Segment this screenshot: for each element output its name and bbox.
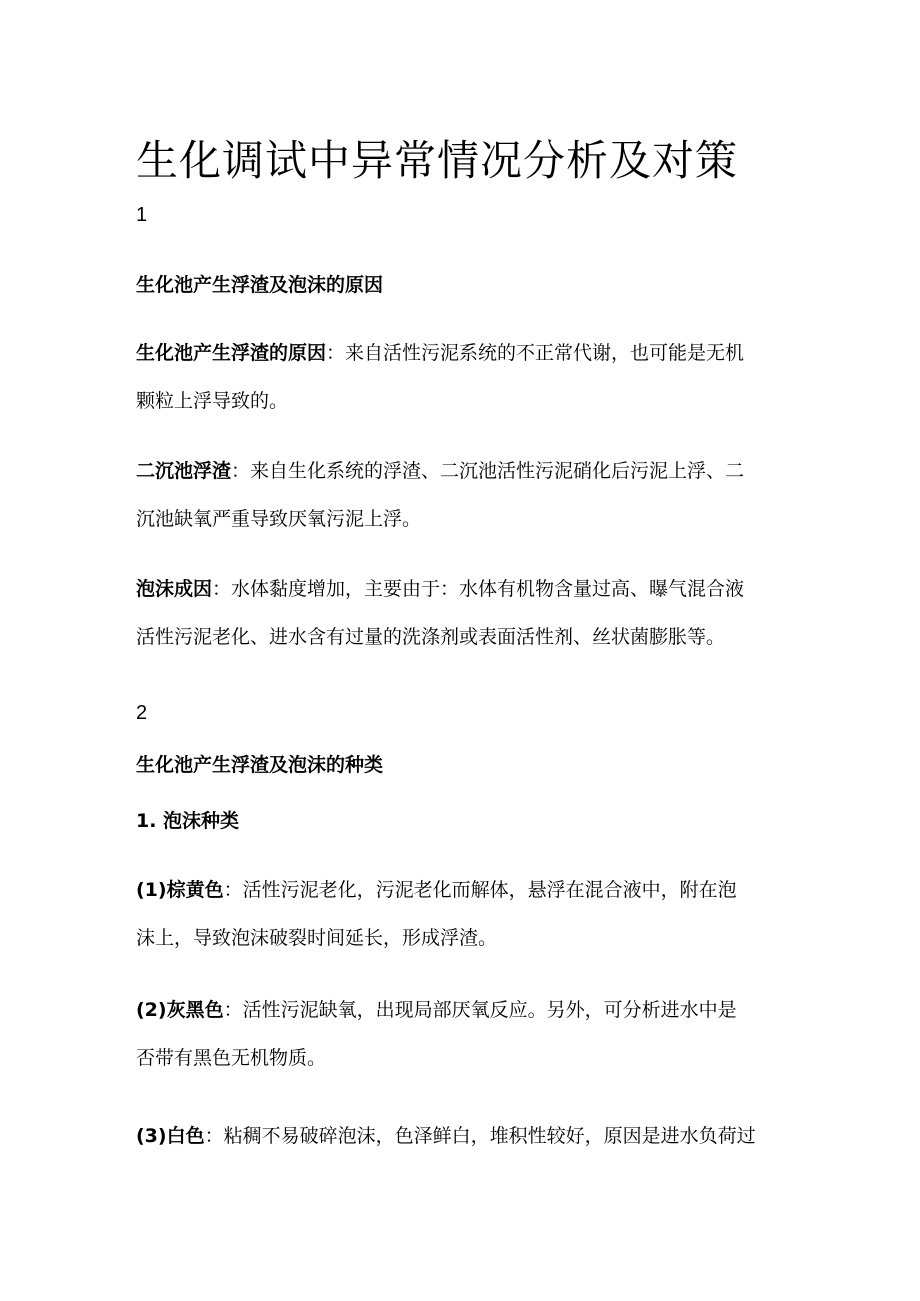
paragraph-line: 颗粒上浮导致的。 (136, 390, 289, 412)
foam-type-gray-black (136, 986, 796, 1082)
paragraph-line: 否带有黑色无机物质。 (136, 1047, 327, 1069)
paragraph-text: ：粘稠不易破碎泡沫，色泽鲜白，堆积性较好，原因是进水负荷过 (204, 1125, 756, 1147)
paragraph-line (136, 866, 796, 914)
paragraph-line (136, 447, 796, 495)
paragraph-line (136, 565, 796, 613)
paragraph-lead: (2)灰黑色 (136, 999, 224, 1021)
paragraph-lead: 泡沫成因 (136, 578, 213, 600)
section-number-1: 1 (136, 204, 148, 226)
paragraph-lead: 二沉池浮渣 (136, 460, 232, 482)
paragraph-line: 沉池缺氧严重导致厌氧污泥上浮。 (136, 508, 422, 530)
subsection-heading: 1. 泡沫种类 (136, 810, 240, 832)
paragraph-text: ：活性污泥老化，污泥老化而解体，悬浮在混合液中，附在泡 (223, 879, 737, 901)
paragraph-scum-cause (136, 329, 796, 425)
document-title: 生化调试中异常情况分析及对策 (136, 136, 739, 185)
paragraph-secondary-clarifier-scum (136, 447, 796, 543)
paragraph-lead: (1)棕黄色 (136, 879, 224, 901)
paragraph-line: 活性污泥老化、进水含有过量的洗涤剂或表面活性剂、丝状菌膨胀等。 (136, 626, 726, 648)
paragraph-line (136, 329, 796, 377)
paragraph-foam-cause (136, 565, 796, 661)
paragraph-lead: 生化池产生浮渣的原因 (136, 342, 327, 364)
section-number-2: 2 (136, 702, 148, 724)
paragraph-lead: (3)白色 (136, 1125, 205, 1147)
paragraph-text: ：来自活性污泥系统的不正常代谢，也可能是无机 (326, 342, 745, 364)
foam-type-brown (136, 866, 796, 962)
section-heading-2: 生化池产生浮渣及泡沫的种类 (136, 754, 384, 776)
foam-type-white (136, 1112, 796, 1160)
section-heading-1: 生化池产生浮渣及泡沫的原因 (136, 274, 384, 296)
paragraph-text: ：水体黏度增加，主要由于：水体有机物含量过高、曝气混合液 (212, 578, 745, 600)
paragraph-line: 沫上，导致泡沫破裂时间延长，形成浮渣。 (136, 927, 498, 949)
paragraph-text: ：活性污泥缺氧，出现局部厌氧反应。另外，可分析进水中是 (223, 999, 737, 1021)
paragraph-text: ：来自生化系统的浮渣、二沉池活性污泥硝化后污泥上浮、二 (231, 460, 745, 482)
paragraph-line (136, 986, 796, 1034)
paragraph-line (136, 1112, 796, 1160)
